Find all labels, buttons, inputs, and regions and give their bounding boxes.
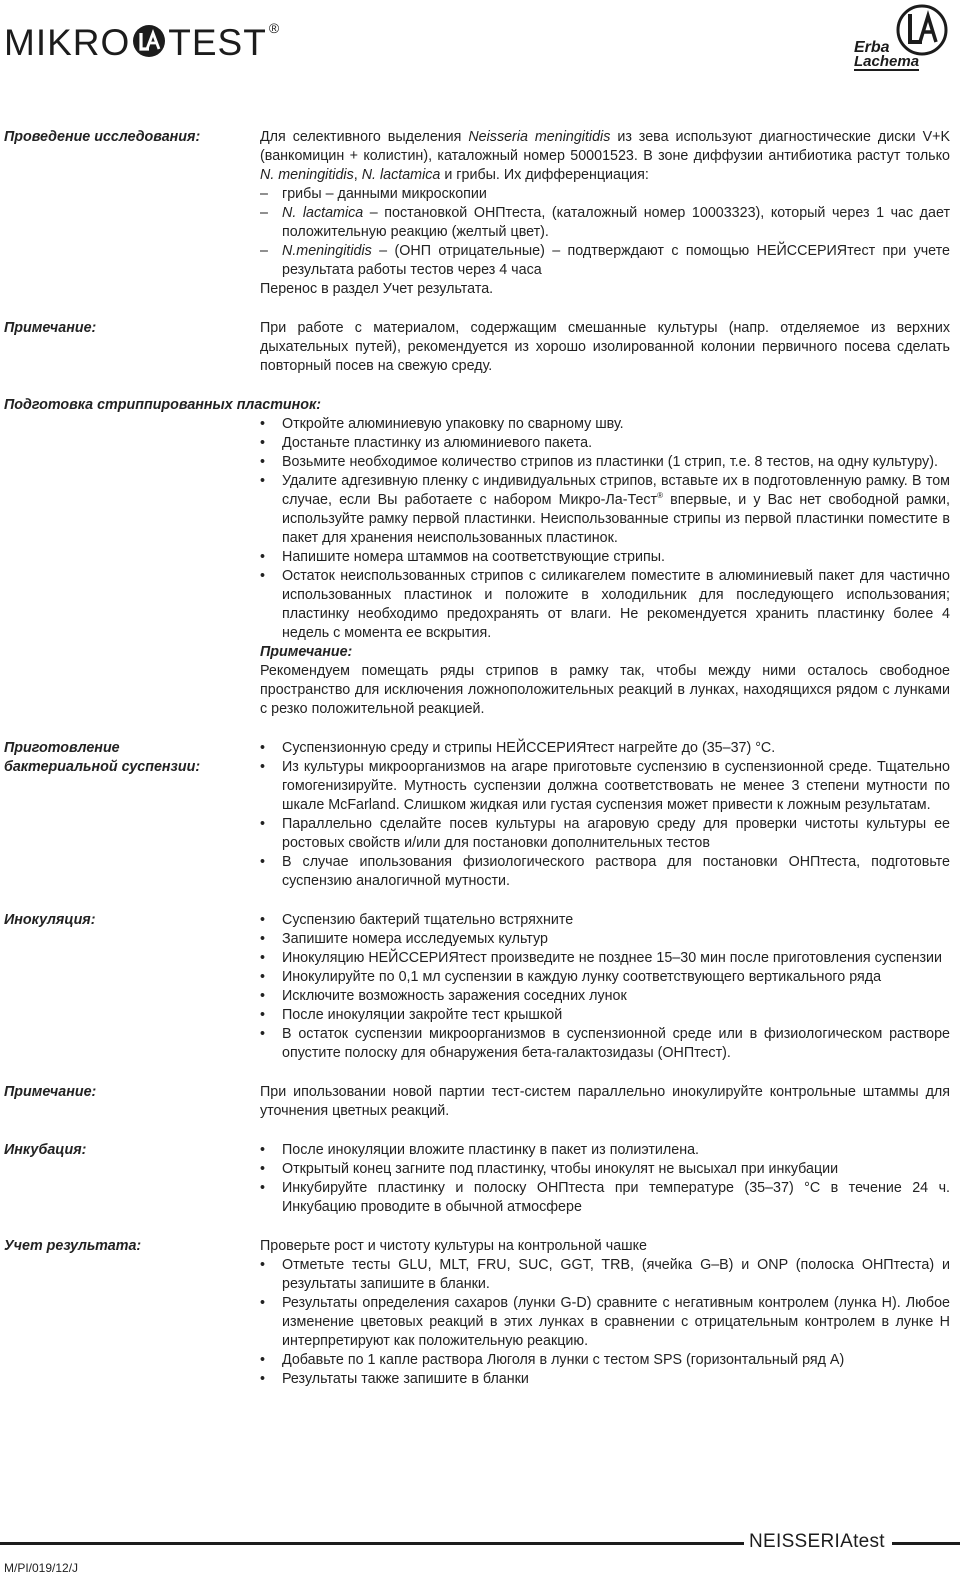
species-name: Neisseria meningitidis [468,129,611,145]
list-item [260,185,950,204]
text-run: Для селективного выделения [260,129,469,145]
item-text: впервые, и у Вас нет свободной рамки, используйте рамку первой пластинки. Неиспользованные стрипы из первой пластинки поместите в пакет для хранения неиспользованных пластинок. [282,492,950,546]
list-item [260,930,950,949]
section-body [260,1083,950,1121]
section-label [4,739,249,777]
item-text: Инкубируйте пластинку и полоску ОНПтеста при температуре (35–37) °C в течение 24 ч. Инкубацию проводите в обычной атмосфере [282,1180,950,1215]
list-item [260,548,950,567]
text-run: , [353,167,362,183]
bullet-marker: • [260,1352,266,1368]
bullet-marker: • [260,1295,266,1311]
item-text: грибы – данными микроскопии [282,186,487,202]
list-item [260,1160,950,1179]
section-plates [0,396,960,719]
bullet-marker: • [260,988,266,1004]
list-item [260,242,950,280]
section-incubation [0,1141,960,1217]
bullet-marker: • [260,1007,266,1023]
list-item [260,1025,950,1063]
bullet-marker: • [260,912,266,928]
list-item [260,204,950,242]
page-header [0,0,960,80]
section-label: Примечание: [4,1084,97,1100]
section-body [260,1141,950,1217]
item-text: Удалите адгезивную пленку с индивидуальных стрипов, вставьте их в подготовленную рамку. В том случае, если Вы работаете с набором Микро-Ла-Тест [282,473,950,508]
list-item [260,1294,950,1351]
list-item [260,853,950,891]
bullet-marker: • [260,1180,266,1196]
bullet-marker: • [260,759,266,775]
footer-product-name: NEISSERIAtest [749,1531,885,1552]
bullet-marker: • [260,1142,266,1158]
list-item [260,1256,950,1294]
item-text: Откройте алюминиевую упаковку по сварному шву. [282,416,624,432]
bullet-marker: • [260,416,266,432]
dash-marker: – [260,243,268,259]
list-item [260,739,950,758]
footer-rule-right [892,1542,960,1545]
species-name: N. meningitidis [260,167,354,183]
list-item [260,567,950,643]
section-inoculation [0,911,960,1063]
list-item [260,1179,950,1217]
document-code: M/PI/019/12/J [4,1561,79,1575]
note-subheading: Примечание: [260,644,353,660]
item-text: – (ОНП отрицательные) – подтверждают с помощью НЕЙССЕРИЯтест при учете результата работы тестов через 4 часа [282,243,950,278]
registered-mark: ® [657,491,664,501]
paragraph: Проверьте рост и чистоту культуры на контрольной чашке [260,1238,647,1254]
section-label: Инокуляция: [4,912,96,928]
list-item [260,987,950,1006]
section-body [260,415,950,719]
section-body [260,1237,950,1389]
section-note-1 [0,319,960,376]
section-body [260,739,950,891]
section-label: Инкубация: [4,1142,87,1158]
bullet-marker: • [260,1371,266,1387]
list-item [260,758,950,815]
bullet-marker: • [260,1026,266,1042]
bullet-marker: • [260,950,266,966]
section-body [260,128,950,299]
species-name: N.meningitidis [282,243,372,259]
item-text: После инокуляции вложите пластинку в пакет из полиэтилена. [282,1142,700,1158]
la-emblem-icon [896,4,948,56]
bullet-marker: • [260,568,266,584]
bullet-marker: • [260,473,266,489]
section-body [260,911,950,1063]
list-item [260,434,950,453]
item-text: Остаток неиспользованных стрипов с силикагелем поместите в алюминиевый пакет для частично использованных пластинок и положите в холодильник для последующего использования; пластинку необходимо предохранять от влаги. Не рекомендуется хранить пластинку более 4 недель с момента ее вскрытия. [282,568,950,641]
item-text: Из культуры микроорганизмов на агаре приготовьте суспензию в суспензионной среде. Тщательно гомогенизируйте. Мутность суспензии должна соответствовать не менее 3 степени мутности по шкале McFarland. Слишком жидкая или густая суспензия может привести к ложным результатам. [282,759,950,813]
section-body [260,319,950,376]
item-text: В случае ипользования физиологического раствора для постановки ОНПтеста, подготовьте суспензию аналогичной мутности. [282,854,950,889]
item-text: В остаток суспензии микроорганизмов в суспензионной среде или в физиологическом растворе опустите полоску для обнаружения бета-галактозидазы (ОНПтест). [282,1026,950,1061]
item-text: Возьмите необходимое количество стрипов из пластинки (1 стрип, т.е. 8 тестов, на одну культуру). [282,454,938,470]
item-text: Инокуляцию НЕЙССЕРИЯтест произведите не позднее 15–30 мин после приготовления суспензии [282,950,943,966]
text-run: из зева используют диагностические диски V+K (ванкомицин + колистин), каталожный номер 50001523. В зоне диффузии антибиотика растут только [260,129,951,164]
list-item [260,968,950,987]
dash-marker: – [260,186,268,202]
list-item [260,911,950,930]
section-results [0,1237,960,1389]
bullet-marker: • [260,931,266,947]
list-item [260,1141,950,1160]
item-text: Запишите номера исследуемых культур [282,931,548,947]
list-item [260,815,950,853]
item-text: Результаты определения сахаров (лунки G-D) сравните с негативным контролем (лунка H). Любое изменение цветовых реакций в этих лунках в сравнении с отрицательным контролем в лунке H интерпретируют как положительную реакцию. [282,1295,950,1349]
item-text: Параллельно сделайте посев культуры на агаровую среду для проверки чистоты культуры ее ростовых свойств и/или для постановки дополнительных тестов [282,816,950,851]
section-label: Примечание: [4,320,97,336]
section-label: Проведение исследования: [4,129,201,145]
erba-lachema-logo [848,4,948,70]
item-text: – постановкой ОНПтеста, (каталожный номер 10003323), который через 1 час дает положительную реакцию (желтый цвет). [282,205,950,240]
list-item [260,1370,950,1389]
item-text: Отметьте тесты GLU, MLT, FRU, SUC, GGT, TRB, (ячейка G–B) и ONP (полоска ОНПтеста) и результаты запишите в бланки. [282,1257,950,1292]
item-text: После инокуляции закройте тест крышкой [282,1007,563,1023]
label-line: Приготовление [4,740,120,756]
item-text: Напишите номера штаммов на соответствующие стрипы. [282,549,665,565]
bullet-marker: • [260,1161,266,1177]
item-text: Достаньте пластинку из алюминиевого пакета. [282,435,593,451]
item-text: Инокулируйте по 0,1 мл суспензии в каждую лунку соответствующего вертикального ряда [282,969,882,985]
list-item [260,1351,950,1370]
bullet-marker: • [260,1257,266,1273]
text-run: и грибы. Их дифференциация: [440,167,649,183]
logo-lachema-text: Lachema [854,53,920,70]
item-text: Суспензионную среду и стрипы НЕЙССЕРИЯтест нагрейте до (35–37) °C. [282,740,776,756]
mikrolatest-logo [4,22,280,64]
list-item [260,472,950,548]
item-text: Добавьте по 1 капле раствора Люголя в лунки с тестом SPS (горизонтальный ряд A) [282,1352,845,1368]
bullet-marker: • [260,454,266,470]
label-line: бактериальной суспензии: [4,759,201,775]
list-item [260,415,950,434]
item-text: Открытый конец загните под пластинку, чтобы инокулят не высыхал при инкубации [282,1161,839,1177]
footer-rule [0,1542,744,1545]
document-body [0,128,960,1409]
bullet-marker: • [260,969,266,985]
bullet-marker: • [260,854,266,870]
item-text: Суспензию бактерий тщательно встряхните [282,912,574,928]
bullet-marker: • [260,740,266,756]
section-label: Подготовка стриппированных пластинок: [4,397,322,413]
bullet-marker: • [260,816,266,832]
species-name: N. lactamica [361,167,441,183]
dash-marker: – [260,205,268,221]
species-name: N. lactamica [282,205,364,221]
paragraph: При работе с материалом, содержащим смешанные культуры (напр. отделяемое из верхних дыхательных путей), рекомендуется из хорошо изолированной колонии первичного посева сделать повторный посев на свежую среду. [260,320,950,374]
section-suspension [0,739,960,891]
bullet-marker: • [260,435,266,451]
paragraph: Рекомендуем помещать ряды стрипов в рамку так, чтобы между ними осталось свободное пространство для исключения ложноположительных реакций в лунках, находящихся рядом с лунками с резко положительной реакцией. [260,663,950,717]
item-text: Результаты также запишите в бланки [282,1371,529,1387]
logo-erba-text: Erba [854,39,890,56]
list-item [260,949,950,968]
logo-text-mikro: MIKRO [4,22,131,63]
logo-text-test: TEST [168,22,267,63]
registered-mark: ® [268,20,281,36]
section-note-2 [0,1083,960,1121]
section-label: Учет результата: [4,1238,142,1254]
paragraph: Перенос в раздел Учет результата. [260,281,494,297]
la-logo-icon [132,24,166,58]
bullet-marker: • [260,549,266,565]
paragraph: При ипользовании новой партии тест-систем параллельно инокулируйте контрольные штаммы для уточнения цветных реакций. [260,1084,950,1119]
list-item [260,453,950,472]
section-investigation [0,128,960,299]
list-item [260,1006,950,1025]
paragraph [260,128,950,185]
item-text: Исключите возможность заражения соседних лунок [282,988,627,1004]
